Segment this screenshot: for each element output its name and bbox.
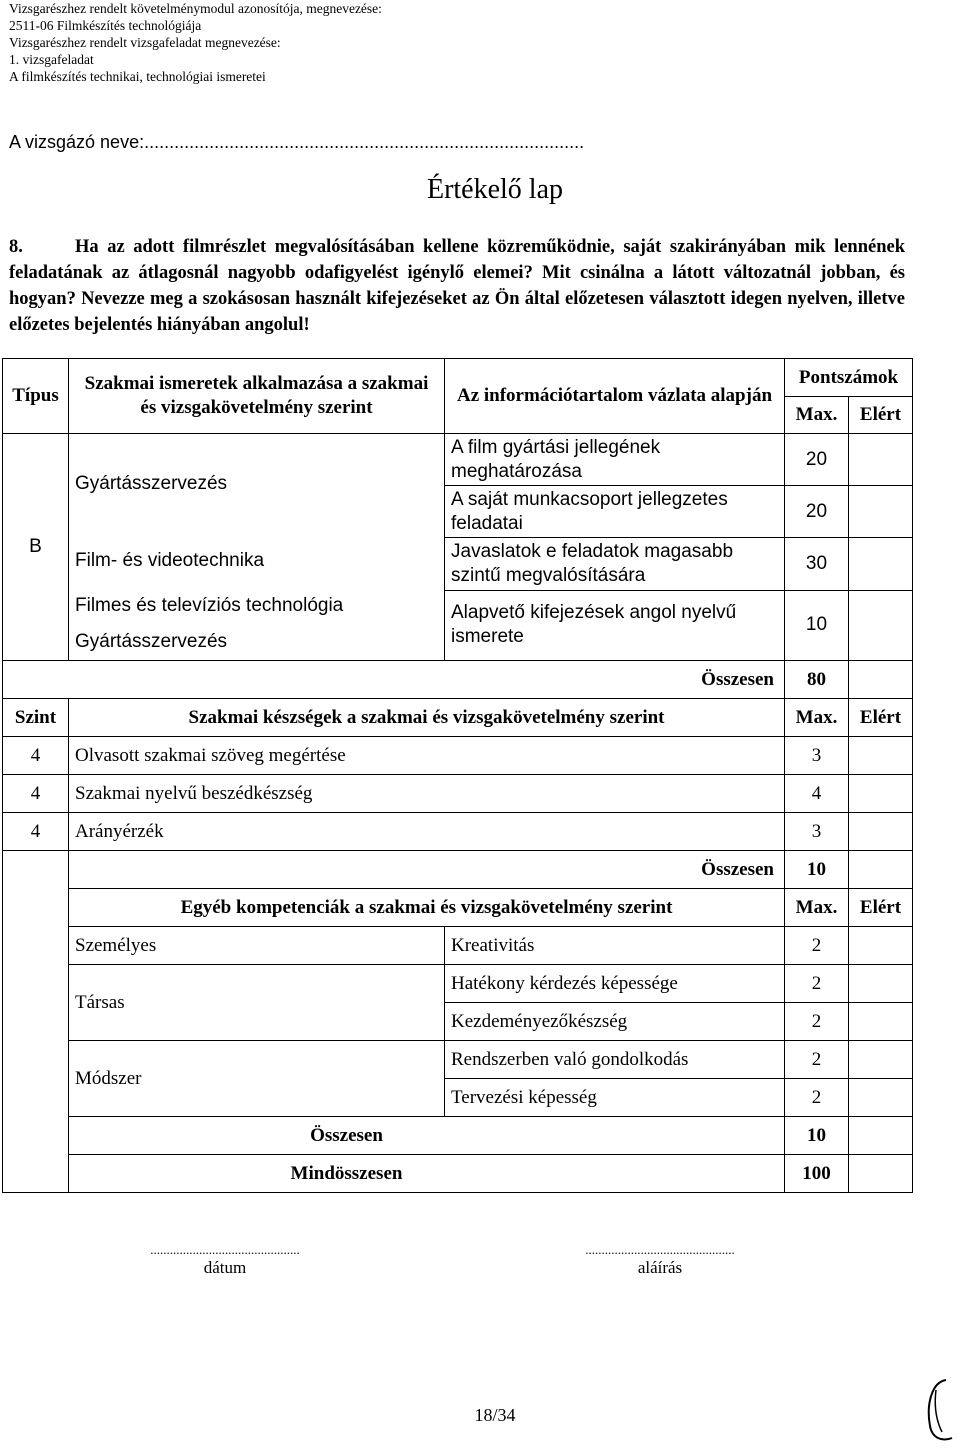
date-label: dátum (203, 1258, 247, 1277)
kompetencia-elert[interactable] (849, 1003, 913, 1041)
keszseg-max: 3 (785, 813, 849, 851)
mindosszesen-text: Mindösszesen (290, 1162, 403, 1184)
keszseg-level: 4 (3, 737, 69, 775)
vazlat-max: 20 (785, 434, 849, 486)
keszseg-max: 3 (785, 737, 849, 775)
col-header-max: Max. (785, 699, 849, 737)
kompetencia-name: Rendszerben való gondolkodás (445, 1041, 785, 1079)
keszseg-elert[interactable] (849, 737, 913, 775)
keszseg-max: 4 (785, 775, 849, 813)
vazlat-elert[interactable] (849, 434, 913, 486)
page-number: 18/34 (474, 1405, 516, 1425)
document-header (9, 0, 382, 85)
kompetencia-max: 2 (785, 927, 849, 965)
kompetencia-max: 2 (785, 965, 849, 1003)
kompetencia-name: Kreativitás (445, 927, 785, 965)
header-line: 2511-06 Filmkészítés technológiája (9, 18, 202, 33)
vazlat-elert[interactable] (849, 486, 913, 538)
section1-total: 80 (785, 661, 849, 699)
vazlat-item: Javaslatok e feladatok magasabb szintű megvalósítására (445, 538, 785, 590)
header-line: 1. vizsgafeladat (9, 52, 94, 67)
ismeretek-item: Filmes és televíziós technológia (75, 595, 344, 616)
osszesen-label: Összesen (69, 851, 785, 889)
blank-left-column (3, 851, 69, 1193)
mindosszesen-label (69, 1155, 785, 1193)
col-header-keszsegek: Szakmai készségek a szakmai és vizsgakövetelmény szerint (69, 699, 785, 737)
vazlat-max: 30 (785, 538, 849, 590)
col-header-max: Max. (785, 889, 849, 927)
ismeretek-cell (69, 434, 445, 661)
ismeretek-item: Gyártásszervezés (75, 631, 228, 652)
kompetencia-max: 2 (785, 1041, 849, 1079)
header-line: Vizsgarészhez rendelt követelménymodul azonosítója, megnevezése: (9, 1, 382, 16)
sign-label: aláírás (637, 1258, 683, 1277)
header-line: A filmkészítés technikai, technológiai ismeretei (9, 69, 266, 84)
tipus-value: B (3, 434, 69, 661)
vazlat-item: Alapvető kifejezések angol nyelvű ismerete (445, 590, 785, 660)
col-header-vazlat: Az információtartalom vázlata alapján (445, 359, 785, 434)
vazlat-max: 10 (785, 590, 849, 660)
keszseg-level: 4 (3, 775, 69, 813)
date-signature-block (90, 1242, 360, 1278)
col-header-szint: Szint (3, 699, 69, 737)
col-header-elert: Elért (849, 397, 913, 434)
kompetencia-name: Kezdeményezőkészség (445, 1003, 785, 1041)
ismeretek-item: Film- és videotechnika (75, 550, 265, 571)
vazlat-elert[interactable] (849, 538, 913, 590)
handwritten-mark-icon (922, 1376, 956, 1446)
question-number: 8. (9, 237, 23, 257)
question-text: Ha az adott filmrészlet megvalósításában kellene közreműködnie, saját szakirányában mik lennének feladatának az átlagosnál nagyobb odafigyelést igénylő elemei? Mit csinálna a látott változatnál jobban, és hogyan? Nevezze meg a szokásosan használt kifejezéseket az Ön által előzetesen választott idegen nyelven, illetve előzetes bejelentés hiányában angolul! (9, 237, 905, 335)
kompetencia-category: Személyes (69, 927, 445, 965)
section3-elert[interactable] (849, 1117, 913, 1155)
kompetencia-elert[interactable] (849, 927, 913, 965)
kompetencia-category: Módszer (69, 1041, 445, 1117)
evaluation-table (2, 358, 913, 1193)
section2-total: 10 (785, 851, 849, 889)
grand-total: 100 (785, 1155, 849, 1193)
kompetencia-elert[interactable] (849, 965, 913, 1003)
osszesen-label: Összesen (3, 661, 785, 699)
vazlat-max: 20 (785, 486, 849, 538)
vazlat-item: A saját munkacsoport jellegzetes feladatai (445, 486, 785, 538)
kompetencia-elert[interactable] (849, 1079, 913, 1117)
ismeretek-item: Gyártásszervezés (75, 473, 228, 494)
kompetencia-max: 2 (785, 1003, 849, 1041)
section2-elert[interactable] (849, 851, 913, 889)
col-header-max: Max. (785, 397, 849, 434)
keszseg-level: 4 (3, 813, 69, 851)
col-header-tipus: Típus (3, 359, 69, 434)
col-header-kompetenciak: Egyéb kompetenciák a szakmai és vizsgakövetelmény szerint (69, 889, 785, 927)
keszseg-name: Olvasott szakmai szöveg megértése (69, 737, 785, 775)
page-title: Értékelő lap (426, 174, 564, 205)
col-header-ismeretek: Szakmai ismeretek alkalmazása a szakmai és vizsgakövetelmény szerint (69, 359, 445, 434)
keszseg-elert[interactable] (849, 813, 913, 851)
question-block (9, 234, 905, 338)
header-line: Vizsgarészhez rendelt vizsgafeladat megnevezése: (9, 35, 281, 50)
candidate-name-field: A vizsgázó neve:........................................................................................ (9, 132, 585, 152)
osszesen-text: Összesen (310, 1124, 383, 1146)
col-header-pontszamok: Pontszámok (785, 359, 913, 397)
section1-elert[interactable] (849, 661, 913, 699)
keszseg-elert[interactable] (849, 775, 913, 813)
col-header-elert: Elért (849, 699, 913, 737)
date-dots: .............................................. (150, 1242, 300, 1257)
keszseg-name: Szakmai nyelvű beszédkészség (69, 775, 785, 813)
osszesen-label (69, 1117, 785, 1155)
vazlat-elert[interactable] (849, 590, 913, 660)
sign-signature-block (525, 1242, 795, 1278)
sign-dots: .............................................. (585, 1242, 735, 1257)
kompetencia-max: 2 (785, 1079, 849, 1117)
kompetencia-elert[interactable] (849, 1041, 913, 1079)
kompetencia-name: Tervezési képesség (445, 1079, 785, 1117)
kompetencia-name: Hatékony kérdezés képessége (445, 965, 785, 1003)
keszseg-name: Arányérzék (69, 813, 785, 851)
col-header-elert: Elért (849, 889, 913, 927)
kompetencia-category: Társas (69, 965, 445, 1041)
grand-total-elert[interactable] (849, 1155, 913, 1193)
vazlat-item: A film gyártási jellegének meghatározása (445, 434, 785, 486)
section3-total: 10 (785, 1117, 849, 1155)
